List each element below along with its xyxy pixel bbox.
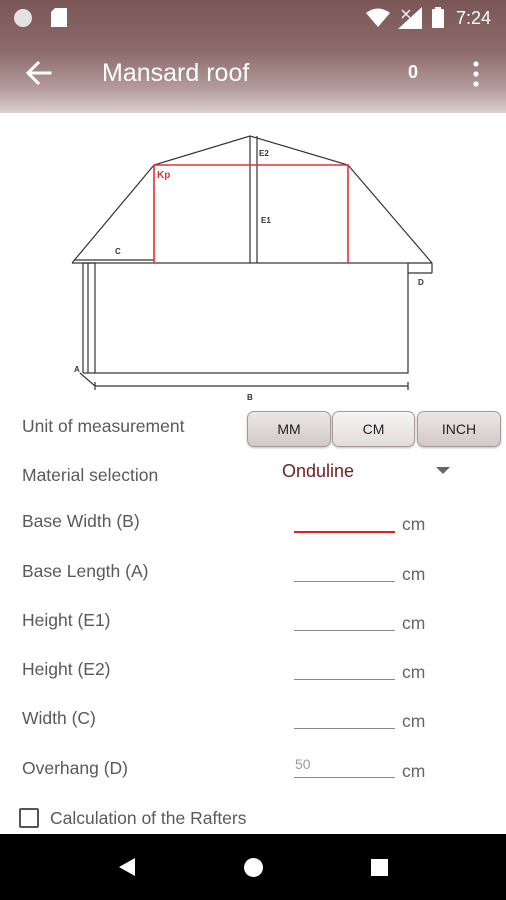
overhang-label: Overhang (D) — [22, 758, 129, 778]
base-width-unit: cm — [402, 514, 426, 534]
base-length-input[interactable] — [294, 581, 395, 582]
height-e1-unit: cm — [402, 613, 426, 633]
mansard-roof-diagram — [60, 124, 460, 414]
status-time: 7:24 — [456, 8, 492, 28]
height-e2-label: Height (E2) — [22, 659, 111, 679]
unit-label: Unit of measurement — [22, 416, 185, 436]
nav-home-icon[interactable] — [244, 858, 263, 877]
rafters-label[interactable]: Calculation of the Rafters — [50, 808, 247, 828]
width-c-input[interactable] — [294, 728, 395, 729]
base-width-input[interactable] — [294, 531, 395, 533]
material-dropdown[interactable]: Onduline — [282, 461, 355, 481]
notification-dot-icon — [14, 9, 32, 27]
app-header — [0, 0, 506, 113]
height-e1-input[interactable] — [294, 630, 395, 631]
house-body — [95, 263, 408, 373]
overhang-input-hint[interactable]: 50 — [295, 756, 311, 772]
page-title: Mansard roof — [102, 59, 250, 87]
signal-icon — [398, 7, 422, 29]
height-e2-input[interactable] — [294, 679, 395, 680]
base-width-label: Base Width (B) — [22, 511, 140, 531]
rafters-checkbox[interactable] — [19, 808, 39, 828]
base-length-unit: cm — [402, 564, 426, 584]
material-label: Material selection — [22, 465, 159, 485]
label-a: A — [74, 365, 80, 374]
width-c-label: Width (C) — [22, 708, 96, 728]
label-b: B — [247, 393, 253, 402]
overhang-unit: cm — [402, 761, 426, 781]
kp-frame — [154, 165, 348, 263]
height-e2-unit: cm — [402, 662, 426, 682]
unit-cm-button[interactable]: CM — [332, 411, 415, 447]
label-d: D — [418, 278, 424, 287]
dropdown-arrow-icon[interactable] — [436, 467, 450, 474]
unit-mm-button[interactable]: MM — [247, 411, 331, 447]
back-arrow-icon[interactable] — [22, 56, 56, 90]
status-bar — [0, 0, 506, 36]
toolbar — [0, 36, 506, 113]
wifi-icon — [366, 8, 390, 28]
base-length-label: Base Length (A) — [22, 561, 149, 581]
label-e2: E2 — [259, 149, 269, 158]
overhang-input[interactable] — [294, 777, 395, 778]
unit-inch-button[interactable]: INCH — [417, 411, 501, 447]
nav-back-icon[interactable] — [118, 857, 136, 877]
label-e1: E1 — [261, 216, 271, 225]
label-kp: Kp — [157, 170, 171, 181]
battery-icon — [432, 7, 444, 28]
sd-card-icon — [51, 8, 67, 27]
system-nav-bar — [0, 834, 506, 900]
counter-badge[interactable]: 0 — [408, 62, 419, 82]
roof-outline — [72, 136, 432, 263]
label-c: C — [115, 247, 121, 256]
height-e1-label: Height (E1) — [22, 610, 111, 630]
more-vert-icon[interactable] — [466, 58, 486, 90]
width-c-unit: cm — [402, 711, 426, 731]
nav-recents-icon[interactable] — [371, 859, 388, 876]
